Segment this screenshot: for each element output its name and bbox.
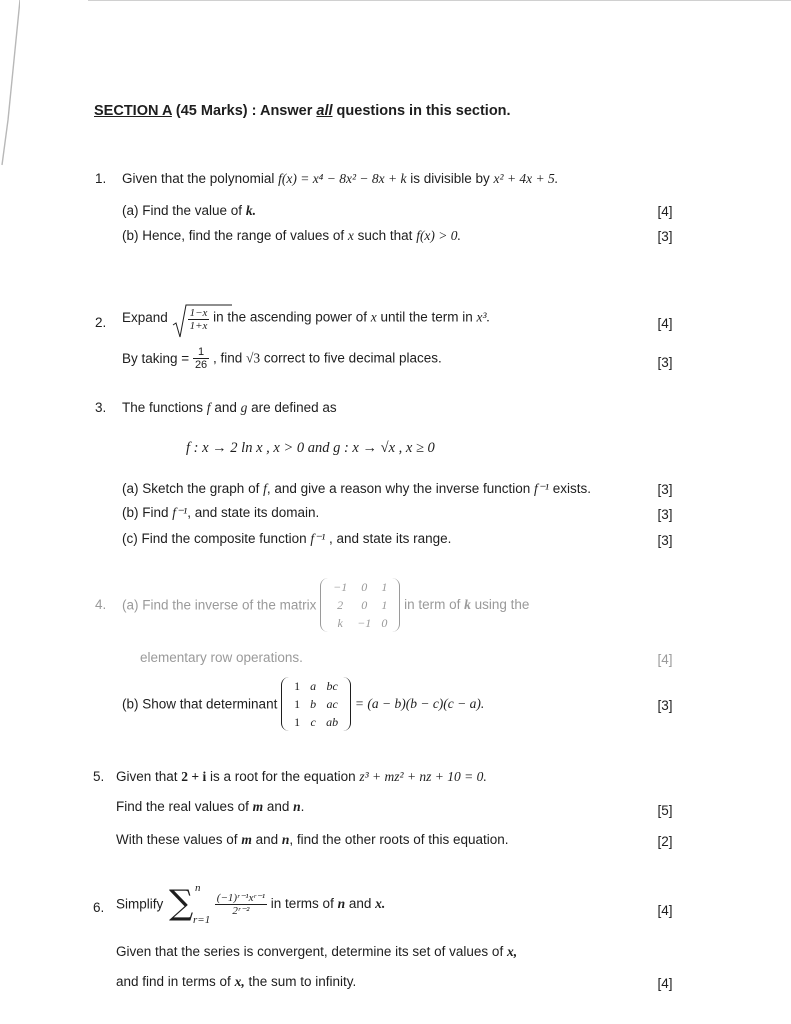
question-5-number: 5. xyxy=(93,769,105,784)
question-3-stem: The functions f and g are defined as xyxy=(122,400,337,415)
question-4a-line-2: elementary row operations. xyxy=(140,650,303,665)
determinant-cell: 1 xyxy=(294,696,301,711)
section-label: SECTION A xyxy=(94,103,172,119)
question-4b: (b) Show that determinant 1 a bc 1 b ac 1 c ab = (a − b)(b − c)(c − a). xyxy=(122,677,484,731)
question-4a-marks: [4] xyxy=(657,652,673,667)
question-5-marks-1: [5] xyxy=(657,803,673,818)
determinant-cell: c xyxy=(310,714,316,729)
sum-lower-limit: r=1 xyxy=(193,914,211,926)
question-1b: (b) Hence, find the range of values of x such that f(x) > 0. xyxy=(122,228,461,243)
sum-upper-limit: n xyxy=(195,882,201,894)
question-2-marks-2: [3] xyxy=(657,355,673,370)
function-definitions: f : x → 2 ln x , x > 0 and g : x → √x , x ≥ 0 xyxy=(186,440,435,456)
question-2-marks-1: [4] xyxy=(657,316,673,331)
question-2-stem: Expand $\frac{1-x}{1+x}$ in the ascending power of x until the term in x³. xyxy=(122,303,490,332)
question-6-line-2: Given that the series is convergent, determine its set of values of x, xyxy=(116,944,518,959)
question-1-stem: Given that the polynomial f(x) = x⁴ − 8x² − 8x + k is divisible by x² + 4x + 5. xyxy=(122,171,559,186)
question-1-number: 1. xyxy=(95,171,107,186)
question-5-stem: Given that 2 + i is a root for the equation z³ + mz² + nz + 10 = 0. xyxy=(116,769,487,784)
question-6-number: 6. xyxy=(93,900,105,915)
question-4a: (a) Find the inverse of the matrix −1 0 1 2 0 1 k −1 0 in term of k using the xyxy=(122,578,529,632)
question-4b-marks: [3] xyxy=(657,698,673,713)
matrix-a xyxy=(320,578,400,632)
determinant-cell: 1 xyxy=(294,714,301,729)
question-3a: (a) Sketch the graph of f, and give a reason why the inverse function f⁻¹ exists. xyxy=(122,481,591,496)
determinant-cell: b xyxy=(310,696,317,711)
question-6-line-3: and find in terms of x, the sum to infinity. xyxy=(116,974,357,989)
question-6-marks-2: [4] xyxy=(657,976,673,991)
all-emphasis: all xyxy=(316,103,333,119)
question-4-number: 4. xyxy=(95,597,107,612)
determinant-matrix xyxy=(281,677,351,731)
question-5-line-3: With these values of m and n, find the other roots of this equation. xyxy=(116,832,509,847)
matrix-a-cell: 1 xyxy=(381,579,388,594)
question-3-number: 3. xyxy=(95,400,107,415)
matrix-a-cell: 0 xyxy=(361,579,368,594)
section-title: SECTION A (45 Marks) : Answer all questions in this section. xyxy=(94,103,511,119)
question-3c: (c) Find the composite function f⁻¹ , and state its range. xyxy=(122,531,452,546)
series-term: $\frac{\text{(−1)ʳ⁻¹xʳ⁻¹}}{\text{2ʳ⁻²}}$ xyxy=(216,891,266,917)
question-1b-marks: [3] xyxy=(657,229,673,244)
question-5-marks-2: [2] xyxy=(657,834,673,849)
matrix-a-cell: 0 xyxy=(361,597,368,612)
sigma-symbol: ∑ xyxy=(169,883,194,923)
determinant-cell: 1 xyxy=(294,678,301,693)
matrix-a-cell: 1 xyxy=(381,597,388,612)
question-2-line-2: By taking = $\frac{1}{26}$ , find √3 correct to five decimal places. xyxy=(122,346,442,371)
question-5-line-2: Find the real values of m and n. xyxy=(116,799,305,814)
question-3a-marks: [3] xyxy=(657,482,673,497)
top-edge-line xyxy=(88,0,791,1)
question-1a-marks: [4] xyxy=(657,204,673,219)
determinant-cell: bc xyxy=(326,678,338,693)
question-3b-marks: [3] xyxy=(657,507,673,522)
summation xyxy=(167,882,211,926)
question-2-number: 2. xyxy=(95,315,107,330)
determinant-cell: ab xyxy=(326,714,339,729)
matrix-a-cell: 0 xyxy=(381,615,388,630)
matrix-a-cell: −1 xyxy=(333,579,348,594)
sqrt-fraction: $\frac{1-x}{1+x}$ xyxy=(172,303,210,332)
question-3c-marks: [3] xyxy=(657,533,673,548)
question-6-stem: Simplify ∑ n r=1 $\frac{\text{(−1)ʳ⁻¹xʳ⁻¹}}{\text{2ʳ⁻²}}$ in terms of n and x. xyxy=(116,882,386,926)
question-6-marks-1: [4] xyxy=(657,903,673,918)
scan-edge-mark xyxy=(0,0,20,170)
question-1a: (a) Find the value of k. xyxy=(122,203,256,218)
determinant-cell: a xyxy=(310,678,317,693)
matrix-a-cell: 2 xyxy=(337,597,344,612)
fraction-1-26: $\frac{1}{26}$ xyxy=(194,346,208,371)
matrix-a-cell: −1 xyxy=(357,615,372,630)
determinant-cell: ac xyxy=(326,696,338,711)
matrix-a-cell: k xyxy=(337,615,343,630)
question-3b: (b) Find f⁻¹, and state its domain. xyxy=(122,505,320,520)
